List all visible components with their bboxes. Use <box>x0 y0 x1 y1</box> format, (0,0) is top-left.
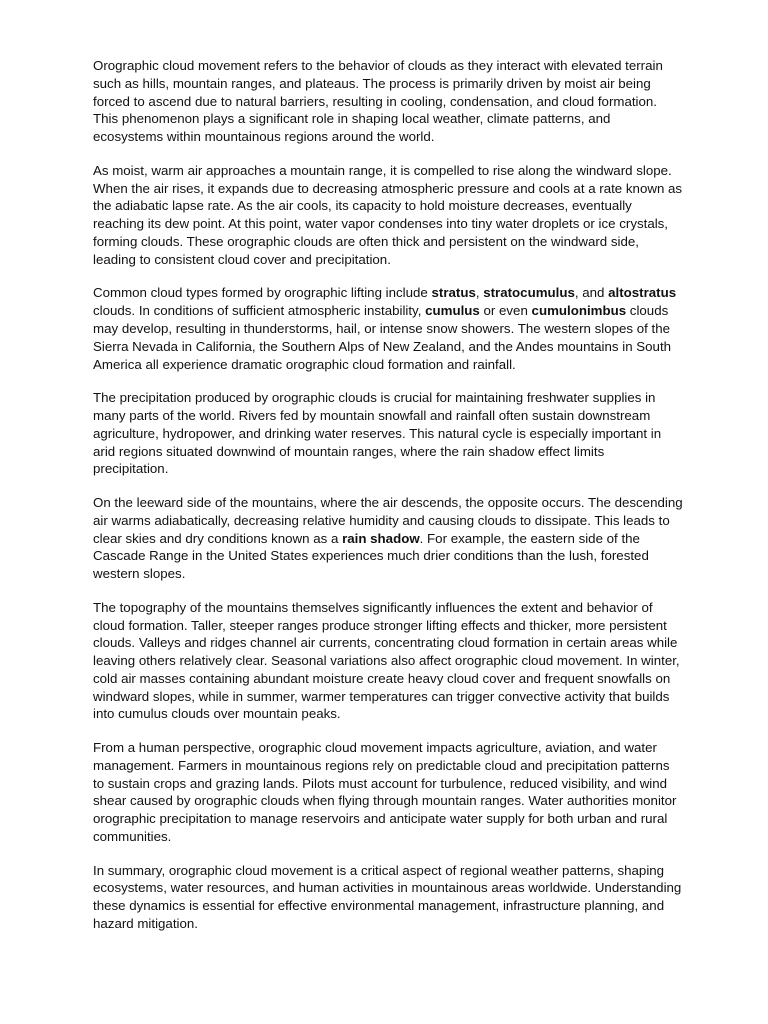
text-segment: From a human perspective, orographic cloud movement impacts agriculture, aviation, and water management. Farmers in mountainous regions rely on predictable cloud and precipitation patterns to sustain crops and grazing lands. Pilots must account for turbulence, reduced visibility, and wind shear caused by orographic clouds when flying through mountain ranges. Water authorities monitor orographic precipitation to manage reservoirs and anticipate water supply for both urban and rural communities. <box>93 740 677 845</box>
text-segment: On the leeward side of the mountains, where the air descends, the opposite occurs. The descending air warms adiabatically, decreasing relative humidity and causing clouds to dissipate. This leads to clear skies and dry conditions known as a <box>93 494 683 546</box>
text-segment: The topography of the mountains themselves significantly influences the extent and behavior of cloud formation. Taller, steeper ranges produce stronger lifting effects and thicker, more persistent clouds. Valleys and ridges channel air currents, concentrating cloud formation in certain areas while leaving others relatively clear. Seasonal variations also affect orographic cloud movement. In winter, cold air masses containing abundant moisture create heavy cloud cover and frequent snowfalls on windward slopes, while in summer, warmer temperatures can trigger convective activity that builds into cumulus clouds over mountain peaks. <box>93 599 680 722</box>
text-segment: clouds may develop, resulting in thunderstorms, hail, or intense snow showers. The western slopes of the Sierra Nevada in California, the Southern Alps of New Zealand, and the Andes mountains in South America all experience dramatic orographic cloud formation and rainfall. <box>93 303 672 372</box>
text-segment: , <box>475 285 484 301</box>
text-segment: In summary, orographic cloud movement is a critical aspect of regional weather patterns, shaping ecosystems, water resources, and human activities in mountainous areas worldwide. Understanding these dynamics is essential for effective environmental management, infrastructure planning, and hazard mitigation. <box>93 862 682 932</box>
term-rain-shadow: rain shadow <box>342 530 420 546</box>
text-segment: , and <box>574 285 609 301</box>
text-segment: Common cloud types formed by orographic lifting include <box>93 285 432 301</box>
text-segment: or even <box>479 303 532 319</box>
paragraph-intro <box>93 57 683 146</box>
paragraph-precipitation <box>93 389 683 478</box>
text-segment: As moist, warm air approaches a mountain range, it is compelled to rise along the windward slope. When the air rises, it expands due to decreasing atmospheric pressure and cools at a rate known as the adiabatic lapse rate. As the air cools, its capacity to hold moisture decreases, eventually reaching its dew point. At this point, water vapor condenses into tiny water droplets or ice crystals, forming clouds. These orographic clouds are often thick and persistent on the windward side, leading to consistent cloud cover and precipitation. <box>93 162 683 267</box>
text-segment: The precipitation produced by orographic clouds is crucial for maintaining freshwater supplies in many parts of the world. Rivers fed by mountain snowfall and rainfall often sustain downstream agriculture, hydropower, and drinking water reserves. This natural cycle is especially important in arid regions situated downwind of mountain ranges, where the rain shadow effect limits precipitation. <box>93 390 662 477</box>
text-segment: . For example, the eastern side of the Cascade Range in the United States experiences much drier conditions than the lush, forested western slopes. <box>93 530 649 582</box>
term-cumulus: cumulus <box>425 303 480 319</box>
document-body <box>93 57 683 949</box>
term-cumulonimbus: cumulonimbus <box>531 303 627 319</box>
paragraph-leeward <box>93 494 683 583</box>
term-stratocumulus: stratocumulus <box>483 285 575 301</box>
term-altostratus: altostratus <box>608 285 677 301</box>
paragraph-human-perspective <box>93 739 683 846</box>
text-segment: Orographic cloud movement refers to the behavior of clouds as they interact with elevated terrain such as hills, mountain ranges, and plateaus. The process is primarily driven by moist air being forced to ascend due to natural barriers, resulting in cooling, condensation, and cloud formation. This phenomenon plays a significant role in shaping local weather, climate patterns, and ecosystems within mountainous regions around the world. <box>93 58 663 145</box>
text-segment: clouds. In conditions of sufficient atmospheric instability, <box>93 303 426 319</box>
paragraph-summary <box>93 862 683 933</box>
paragraph-topography <box>93 599 683 724</box>
paragraph-windward-ascent <box>93 162 683 269</box>
term-stratus: stratus <box>431 285 476 301</box>
paragraph-cloud-types <box>93 284 683 373</box>
